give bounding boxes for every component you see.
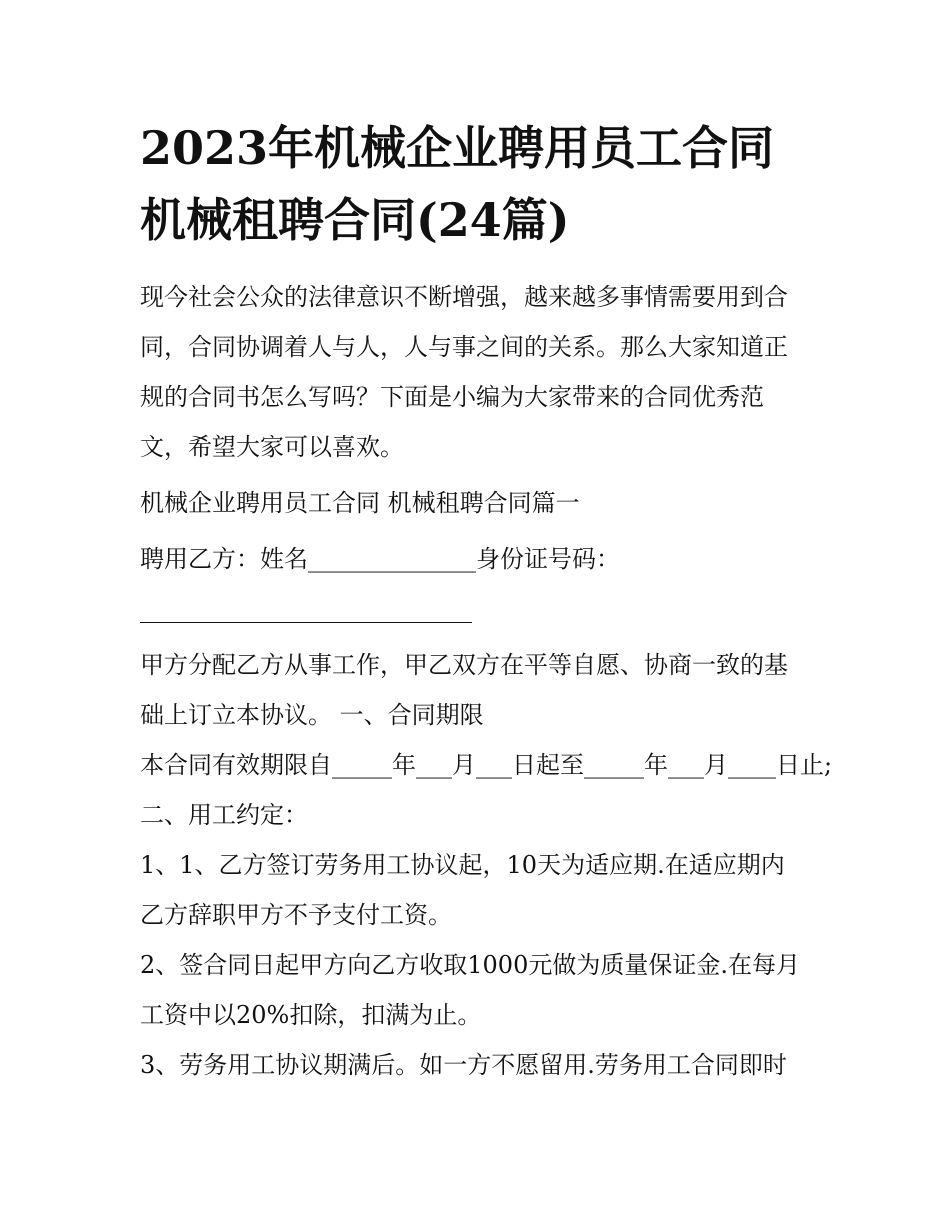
body-line: 二、用工约定：: [140, 801, 308, 829]
body-line: 工资中以20%扣除，扣满为止。: [140, 1001, 482, 1029]
body-line: 1、1、乙方签订劳务用工协议起，10天为适应期.在适应期内: [140, 851, 785, 879]
body-line: 础上订立本协议。 一、合同期限: [140, 701, 484, 729]
intro-paragraph: [140, 272, 820, 472]
intro-line: 同，合同协调着人与人，人与事之间的关系。那么大家知道正: [140, 333, 788, 361]
employee-name-id-line: 聘用乙方：姓名______________身份证号码：: [140, 545, 620, 573]
body-line: 甲方分配乙方从事工作，甲乙双方在平等自愿、协商一致的基: [140, 651, 788, 679]
document-title: [140, 112, 820, 256]
body-line: 3、劳务用工协议期满后。如一方不愿留用.劳务用工合同即时: [140, 1051, 787, 1079]
body-line: 乙方辞职甲方不予支付工资。: [140, 901, 452, 929]
intro-line: 规的合同书怎么写吗？下面是小编为大家带来的合同优秀范: [140, 383, 764, 411]
title-line-2: 机械租聘合同(24篇): [140, 193, 570, 247]
section-heading-text: 机械企业聘用员工合同 机械租聘合同篇一: [140, 489, 580, 517]
document-page: [140, 112, 833, 1090]
section-heading: [140, 478, 820, 528]
contract-body: [140, 640, 833, 1090]
body-line: 2、签合同日起甲方向乙方收取1000元做为质量保证金.在每月: [140, 951, 800, 979]
title-line-1: 2023年机械企业聘用员工合同: [140, 121, 775, 175]
intro-line: 文，希望大家可以喜欢。: [140, 433, 404, 461]
blank-rule: [140, 622, 472, 623]
body-line: 本合同有效期限自_____年___月___日起至_____年___月____日止;: [140, 751, 833, 779]
employee-info: [140, 534, 820, 634]
id-number-blank: [140, 584, 820, 634]
intro-line: 现今社会公众的法律意识不断增强，越来越多事情需要用到合: [140, 283, 788, 311]
